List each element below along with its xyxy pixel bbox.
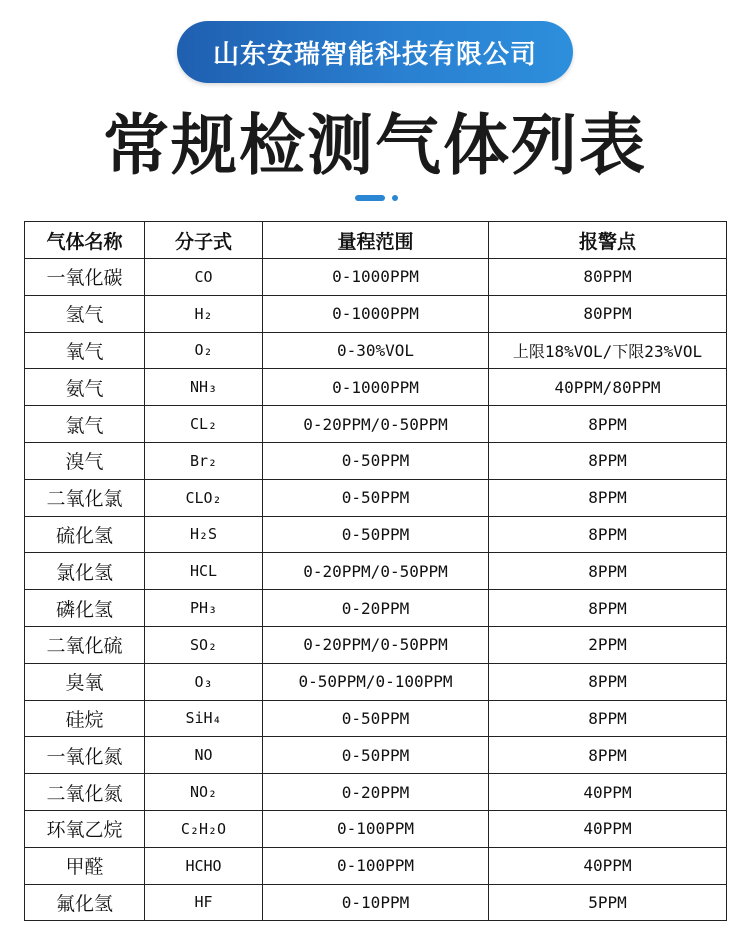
formula-cell: O₃ xyxy=(145,663,263,700)
table-row xyxy=(25,259,727,296)
range-cell: 0-20PPM xyxy=(263,590,489,627)
alarm-point-cell: 2PPM xyxy=(489,626,727,663)
page-title: 常规检测气体列表 xyxy=(103,107,647,184)
range-cell: 0-50PPM xyxy=(263,700,489,737)
alarm-point-cell: 40PPM/80PPM xyxy=(489,369,727,406)
formula-cell: HCHO xyxy=(145,847,263,884)
range-cell: 0-100PPM xyxy=(263,810,489,847)
gas-name-cell: 甲醛 xyxy=(25,847,145,884)
title-underline-dot xyxy=(392,195,398,201)
formula-cell: SiH₄ xyxy=(145,700,263,737)
table-row xyxy=(25,369,727,406)
table-row xyxy=(25,295,727,332)
range-cell: 0-100PPM xyxy=(263,847,489,884)
alarm-point-cell: 40PPM xyxy=(489,810,727,847)
range-cell: 0-50PPM xyxy=(263,479,489,516)
gas-name-cell: 氨气 xyxy=(25,369,145,406)
alarm-point-cell: 8PPM xyxy=(489,737,727,774)
gas-name-cell: 氢气 xyxy=(25,295,145,332)
gas-name-cell: 溴气 xyxy=(25,442,145,479)
alarm-point-cell: 40PPM xyxy=(489,847,727,884)
table-row xyxy=(25,590,727,627)
formula-cell: H₂S xyxy=(145,516,263,553)
title-underline-bar xyxy=(355,195,385,201)
column-header-range: 量程范围 xyxy=(263,222,489,259)
range-cell: 0-20PPM/0-50PPM xyxy=(263,406,489,443)
company-name-badge: 山东安瑞智能科技有限公司 xyxy=(177,21,573,83)
formula-cell: CLO₂ xyxy=(145,479,263,516)
range-cell: 0-1000PPM xyxy=(263,295,489,332)
alarm-point-cell: 40PPM xyxy=(489,774,727,811)
alarm-point-cell: 8PPM xyxy=(489,553,727,590)
gas-name-cell: 氯气 xyxy=(25,406,145,443)
gas-name-cell: 硅烷 xyxy=(25,700,145,737)
alarm-point-cell: 8PPM xyxy=(489,700,727,737)
table-row xyxy=(25,884,727,921)
table-row xyxy=(25,406,727,443)
formula-cell: Br₂ xyxy=(145,442,263,479)
table-row xyxy=(25,774,727,811)
alarm-point-cell: 上限18%VOL/下限23%VOL xyxy=(489,332,727,369)
table-row xyxy=(25,810,727,847)
gas-name-cell: 二氧化氮 xyxy=(25,774,145,811)
formula-cell: PH₃ xyxy=(145,590,263,627)
formula-cell: CO xyxy=(145,259,263,296)
table-row xyxy=(25,663,727,700)
table-row xyxy=(25,332,727,369)
range-cell: 0-50PPM xyxy=(263,516,489,553)
gas-name-cell: 氟化氢 xyxy=(25,884,145,921)
alarm-point-cell: 8PPM xyxy=(489,406,727,443)
table-row xyxy=(25,700,727,737)
gas-name-cell: 二氧化氯 xyxy=(25,479,145,516)
alarm-point-cell: 8PPM xyxy=(489,442,727,479)
range-cell: 0-1000PPM xyxy=(263,369,489,406)
range-cell: 0-50PPM xyxy=(263,442,489,479)
gas-list-table xyxy=(24,221,727,921)
range-cell: 0-1000PPM xyxy=(263,259,489,296)
alarm-point-cell: 8PPM xyxy=(489,479,727,516)
gas-name-cell: 磷化氢 xyxy=(25,590,145,627)
gas-name-cell: 氧气 xyxy=(25,332,145,369)
formula-cell: H₂ xyxy=(145,295,263,332)
alarm-point-cell: 80PPM xyxy=(489,259,727,296)
table-header-row xyxy=(25,222,727,259)
table-row xyxy=(25,847,727,884)
alarm-point-cell: 8PPM xyxy=(489,516,727,553)
range-cell: 0-30%VOL xyxy=(263,332,489,369)
table-row xyxy=(25,442,727,479)
gas-name-cell: 一氧化氮 xyxy=(25,737,145,774)
column-header-formula: 分子式 xyxy=(145,222,263,259)
formula-cell: HCL xyxy=(145,553,263,590)
gas-name-cell: 环氧乙烷 xyxy=(25,810,145,847)
formula-cell: NO xyxy=(145,737,263,774)
table-row xyxy=(25,553,727,590)
table-body xyxy=(25,259,727,921)
gas-name-cell: 臭氧 xyxy=(25,663,145,700)
formula-cell: NO₂ xyxy=(145,774,263,811)
gas-name-cell: 二氧化硫 xyxy=(25,626,145,663)
alarm-point-cell: 5PPM xyxy=(489,884,727,921)
formula-cell: CL₂ xyxy=(145,406,263,443)
gas-name-cell: 氯化氢 xyxy=(25,553,145,590)
gas-name-cell: 硫化氢 xyxy=(25,516,145,553)
formula-cell: SO₂ xyxy=(145,626,263,663)
table-row xyxy=(25,626,727,663)
alarm-point-cell: 8PPM xyxy=(489,663,727,700)
formula-cell: C₂H₂O xyxy=(145,810,263,847)
formula-cell: NH₃ xyxy=(145,369,263,406)
table-row xyxy=(25,737,727,774)
gas-name-cell: 一氧化碳 xyxy=(25,259,145,296)
formula-cell: O₂ xyxy=(145,332,263,369)
range-cell: 0-20PPM/0-50PPM xyxy=(263,553,489,590)
formula-cell: HF xyxy=(145,884,263,921)
range-cell: 0-20PPM/0-50PPM xyxy=(263,626,489,663)
column-header-alarm: 报警点 xyxy=(489,222,727,259)
range-cell: 0-10PPM xyxy=(263,884,489,921)
range-cell: 0-50PPM/0-100PPM xyxy=(263,663,489,700)
range-cell: 0-50PPM xyxy=(263,737,489,774)
table-row xyxy=(25,516,727,553)
alarm-point-cell: 8PPM xyxy=(489,590,727,627)
table-row xyxy=(25,479,727,516)
alarm-point-cell: 80PPM xyxy=(489,295,727,332)
range-cell: 0-20PPM xyxy=(263,774,489,811)
column-header-gas-name: 气体名称 xyxy=(25,222,145,259)
